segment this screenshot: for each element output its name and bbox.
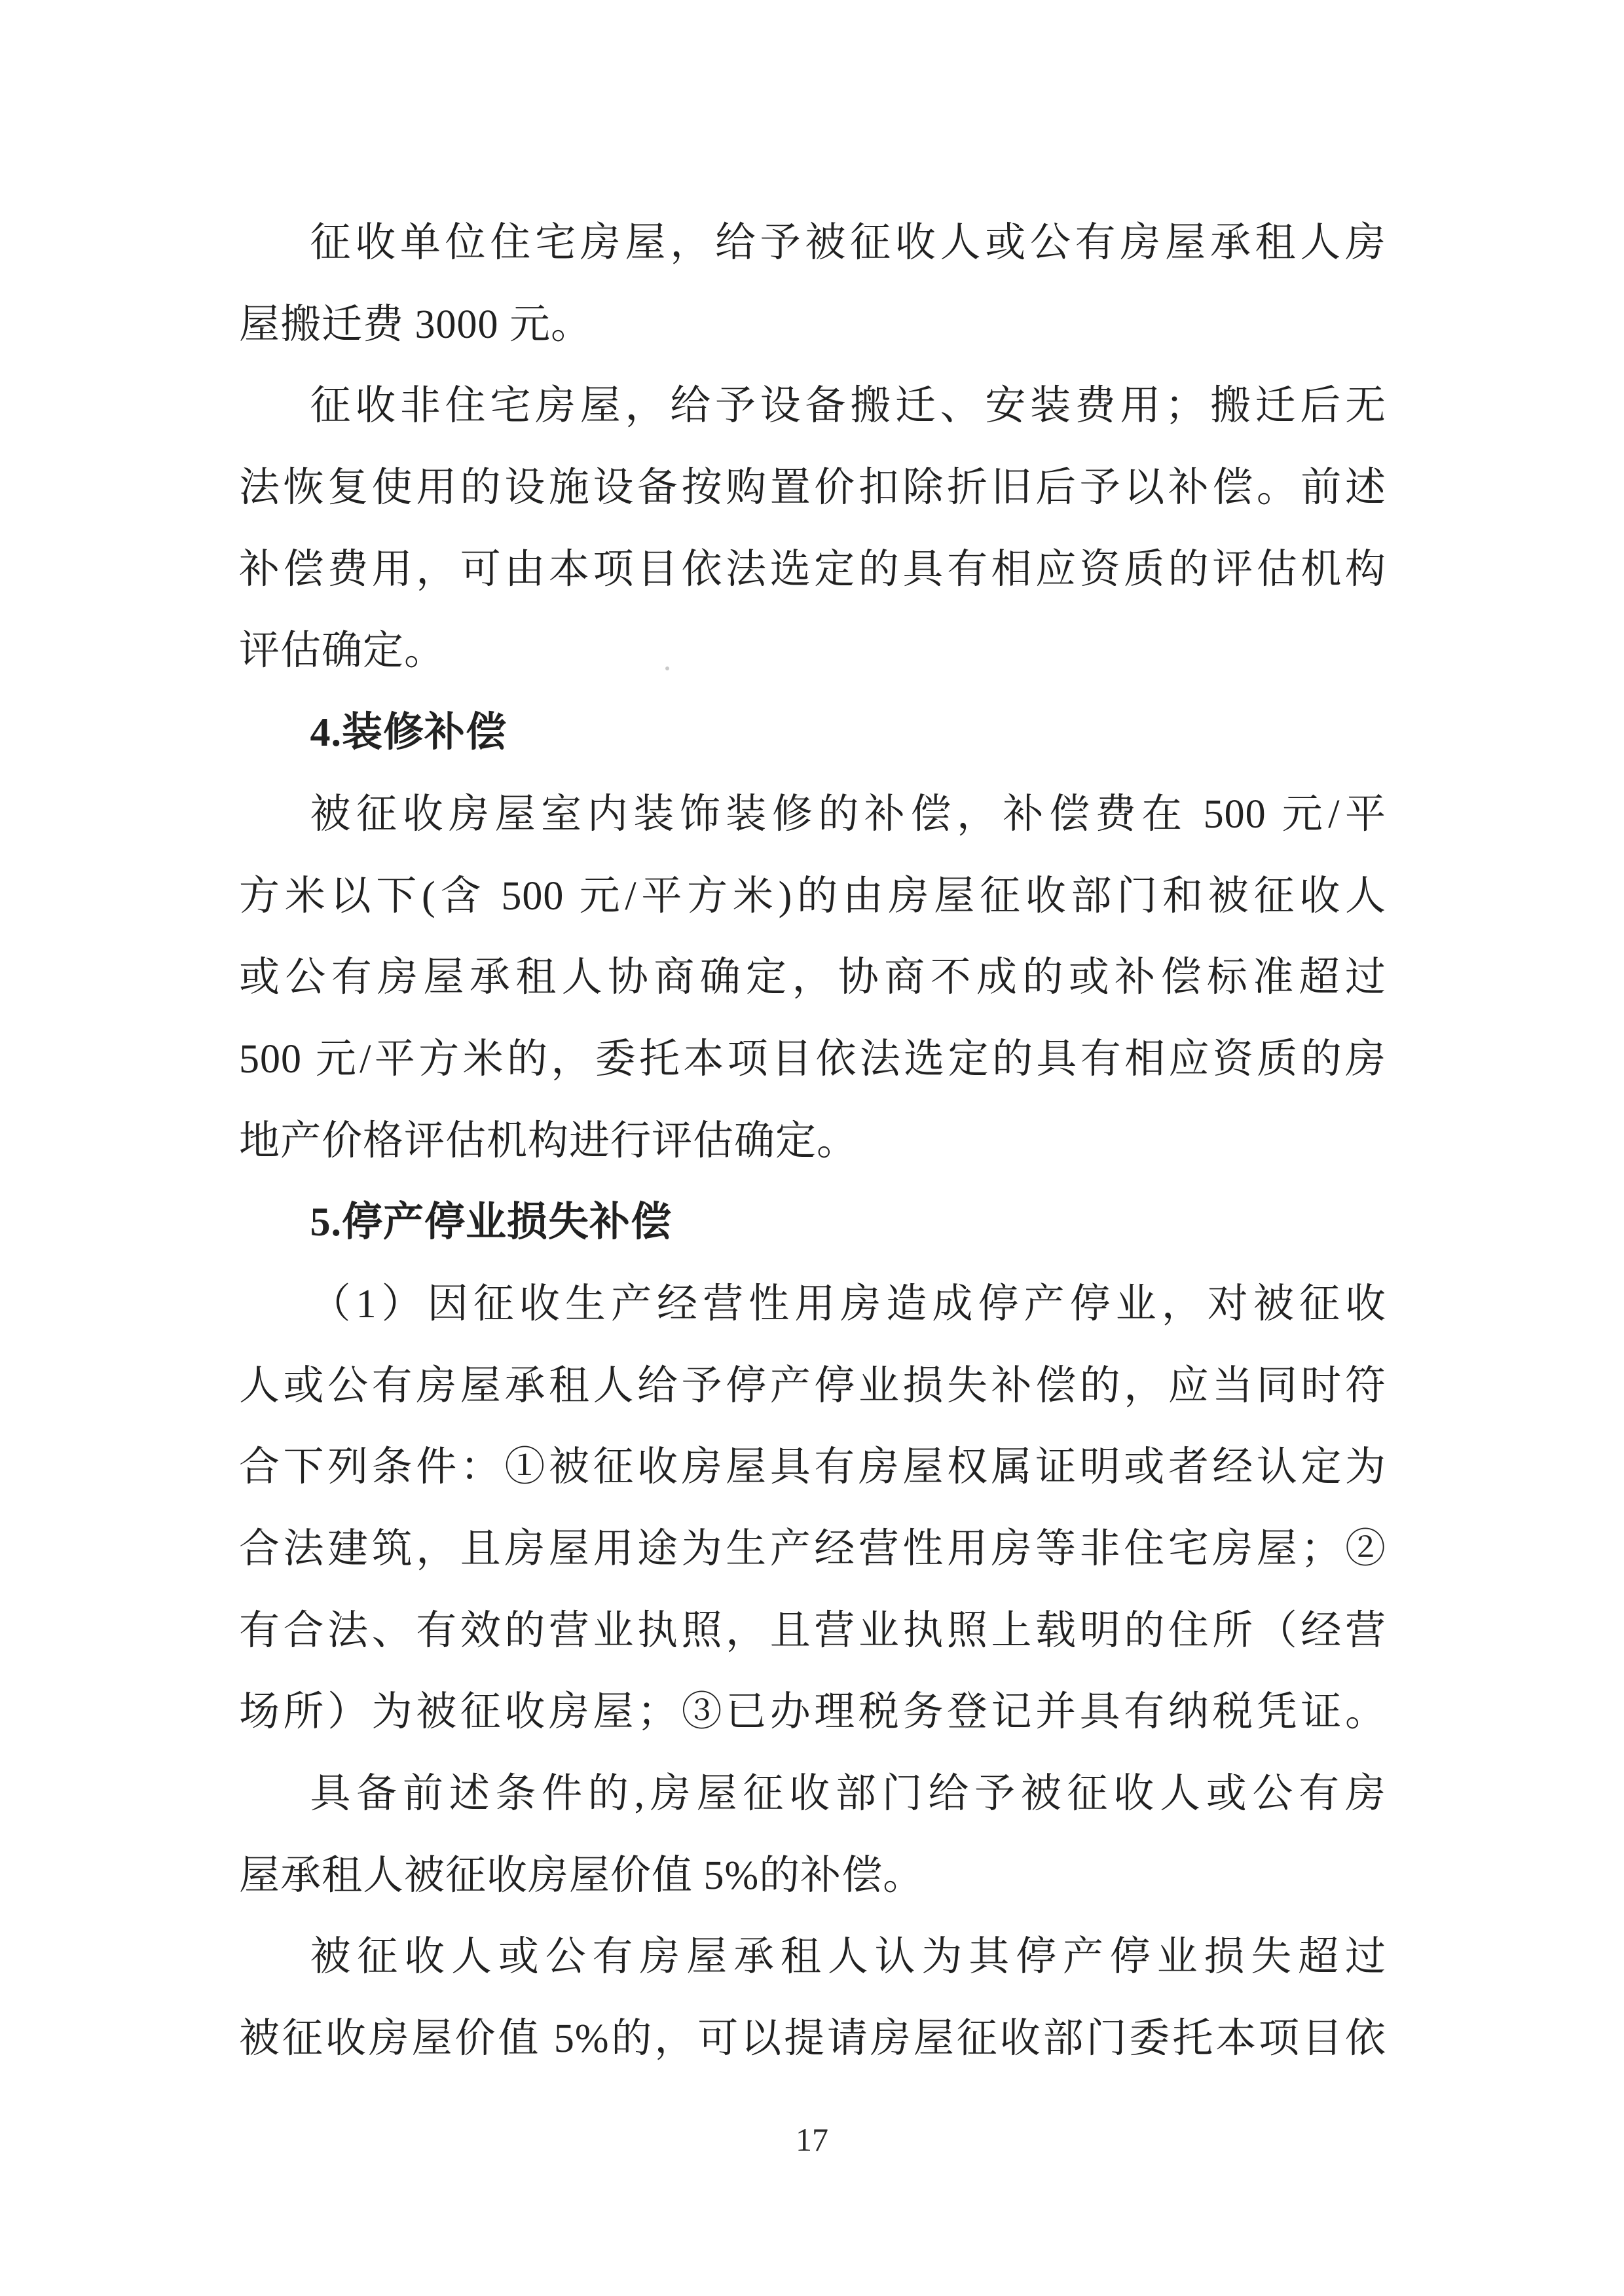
- text-line: 方米以下(含 500 元/平方米)的由房屋征收部门和被征收人: [239, 873, 1386, 919]
- text-line: 征收非住宅房屋，给予设备搬迁、安装费用；搬迁后无: [310, 384, 1386, 429]
- text-line: 地产价格评估机构进行评估确定。: [239, 1118, 858, 1163]
- text-line: 具备前述条件的,房屋征收部门给予被征收人或公有房: [310, 1772, 1386, 1817]
- scan-speck: [665, 666, 669, 670]
- text-line: 500 元/平方米的，委托本项目依法选定的具有相应资质的房: [239, 1036, 1386, 1082]
- text-line: 或公有房屋承租人协商确定，协商不成的或补偿标准超过: [239, 955, 1386, 1000]
- text-line: 合下列条件：①被征收房屋具有房屋权属证明或者经认定为: [239, 1445, 1386, 1490]
- text-line: 被征收房屋价值 5%的，可以提请房屋征收部门委托本项目依: [239, 2016, 1386, 2062]
- text-line: （1）因征收生产经营性用房造成停产停业，对被征收: [310, 1281, 1386, 1326]
- text-line: 补偿费用，可由本项目依法选定的具有相应资质的评估机构: [239, 547, 1386, 592]
- text-line: 人或公有房屋承租人给予停产停业损失补偿的，应当同时符: [239, 1363, 1386, 1408]
- page-number: 17: [796, 2121, 828, 2158]
- text-line: 被征收房屋室内装饰装修的补偿，补偿费在 500 元/平: [310, 792, 1386, 837]
- text-line: 屋承租人被征收房屋价值 5%的补偿。: [239, 1853, 925, 1898]
- text-line: 被征收人或公有房屋承租人认为其停产停业损失超过: [310, 1935, 1386, 1980]
- text-line: 场所）为被征收房屋；③已办理税务登记并具有纳税凭证。: [239, 1690, 1386, 1735]
- text-line: 评估确定。: [239, 629, 446, 674]
- text-line: 屋搬迁费 3000 元。: [239, 302, 593, 347]
- text-line: 有合法、有效的营业执照，且营业执照上载明的住所（经营: [239, 1608, 1386, 1653]
- text-line: 合法建筑，且房屋用途为生产经营性用房等非住宅房屋；②: [239, 1527, 1386, 1571]
- document-body: [239, 202, 1386, 2080]
- text-line: 4.装修补偿: [310, 710, 507, 756]
- text-line: 法恢复使用的设施设备按购置价扣除折旧后予以补偿。前述: [239, 465, 1386, 511]
- text-line: 5.停产停业损失补偿: [310, 1200, 673, 1245]
- text-line: 征收单位住宅房屋，给予被征收人或公有房屋承租人房: [310, 221, 1386, 265]
